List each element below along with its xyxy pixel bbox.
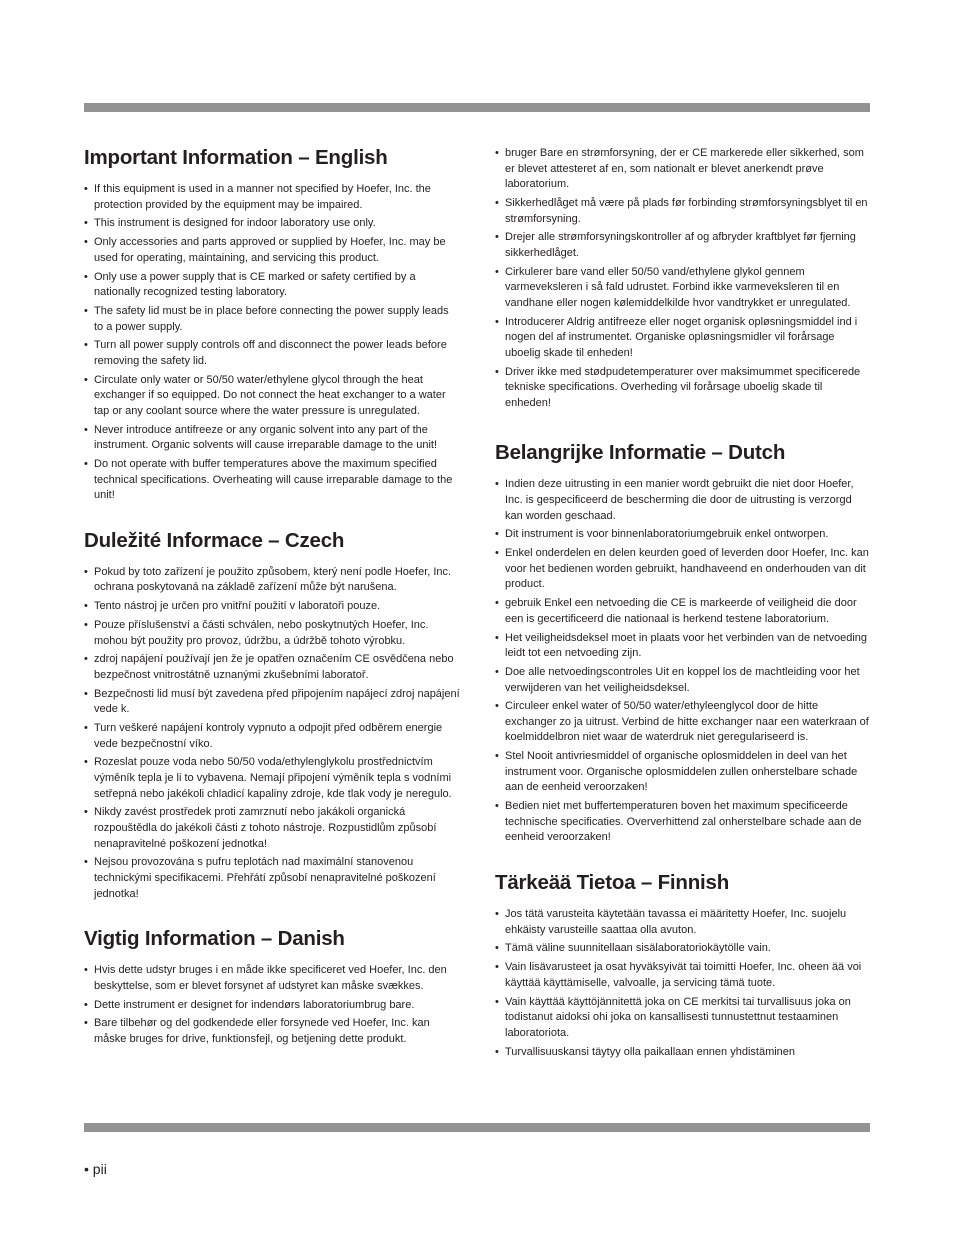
list-item-text: Vain lisävarusteet ja osat hyväksyivät tai toimitti Hoefer, Inc. oheen ää voi käyttää käyttämiselle, valvoalle, ja servicing tämä tuote. bbox=[505, 961, 862, 989]
bullet-dot: • bbox=[84, 756, 88, 769]
list-item-text: zdroj napájení používají jen že je opatřen označením CE osvědčena nebo bezpečnost vnitrostátně uznanými zkušebními laboratoř. bbox=[94, 653, 454, 681]
bullet-dot: • bbox=[495, 800, 499, 813]
page-number: pii bbox=[92, 1161, 107, 1177]
bullet-dot: • bbox=[495, 196, 499, 209]
bullet-dot: • bbox=[495, 1045, 499, 1058]
list-item-text: Nejsou provozována s pufru teplotách nad maximální stanovenou technickými specifikacemi. Přehřátí způsobí nenapravitelné poškození jednotka! bbox=[94, 856, 436, 900]
bullet-dot: • bbox=[84, 458, 88, 470]
list-item-text: Circulate only water or 50/50 water/ethylene glycol through the heat exchanger if so equipped. Do not connect the heat exchanger to a water tap or any coolant source where the water pressure is unregulated. bbox=[94, 373, 446, 417]
list-item-text: Tento nástroj je určen pro vnitřní použití v laboratoři pouze. bbox=[94, 600, 381, 613]
list-item-text: Only accessories and parts approved or supplied by Hoefer, Inc. may be used for operating, maintaining, and servicing this product. bbox=[94, 236, 446, 264]
bullet-dot: • bbox=[495, 631, 499, 644]
list-item-text: Nikdy zavést prostředek proti zamrznutí nebo jakákoli organická rozpouštědla do jakékoli části z tohoto nástroje. Rozpustidlům způsobí nenapravitelné poškození jednotka! bbox=[94, 806, 437, 850]
list-item-text: Jos tätä varusteita käytetään tavassa ei määritetty Hoefer, Inc. suojelu ehkäisty varusteille saattaa olla avuton. bbox=[505, 908, 847, 936]
list-item-text: Vain käyttää käyttöjännitettä joka on CE merkitsi tai turvallisuus joka on todistanut aidoksi ohi joka on kansallisesti tunnustettnut testaaminen laboratoriota. bbox=[505, 995, 851, 1039]
list-item-text: Rozeslat pouze voda nebo 50/50 voda/ethylenglykolu prostřednictvím výměník tepla je li to vybavena. Nemají připojení výměník tepla s vodními setřepná nebo jakékoli chladicí kapaliny zdroje, kde tlak vody je neregulo. bbox=[94, 756, 452, 800]
bullet-dot: • bbox=[84, 653, 88, 666]
list-item-text: Circuleer enkel water of 50/50 water/ethyleenglycol door de hitte exchanger zo ja uitrust. Verbind de hitte exchanger naar een waterkraan of koelmiddelbron niet waar de waterdruk niet geregulariseerd is. bbox=[505, 700, 869, 744]
bullet-dot: • bbox=[84, 1017, 88, 1030]
list-item bbox=[495, 699, 871, 746]
bullet-dot: • bbox=[495, 597, 499, 610]
list-item-text: Tämä väline suunnitellaan sisälaboratoriokäytölle vain. bbox=[505, 942, 771, 955]
list-item bbox=[495, 665, 871, 696]
bullet-dot: • bbox=[495, 231, 499, 244]
list-item bbox=[84, 423, 460, 454]
bullet-list bbox=[495, 146, 871, 411]
list-item bbox=[495, 907, 871, 938]
list-item bbox=[84, 565, 460, 596]
section-title: Tärkeää Tietoa – Finnish bbox=[495, 871, 730, 894]
bullet-dot: • bbox=[84, 270, 88, 283]
section-finnish bbox=[495, 871, 871, 1060]
list-item bbox=[495, 596, 871, 627]
bullet-dot: • bbox=[84, 183, 88, 195]
section-english bbox=[84, 146, 460, 504]
list-item-text: Turvallisuuskansi täytyy olla paikallaan ennen yhdistäminen bbox=[505, 1045, 796, 1058]
list-item-text: Bezpečnosti lid musí být zavedena před připojením napájecí zdroj napájení vede k. bbox=[94, 687, 460, 716]
list-item-text: If this equipment is used in a manner not specified by Hoefer, Inc. the protection provided by the equipment may be impaired. bbox=[94, 183, 431, 211]
bullet-dot: • bbox=[84, 687, 88, 700]
list-item-text: Never introduce antifreeze or any organic solvent into any part of the instrument. Organic solvents will cause irreparable damage to the unit! bbox=[94, 423, 438, 452]
list-item bbox=[84, 855, 460, 902]
list-item bbox=[495, 196, 871, 227]
list-item bbox=[84, 721, 460, 752]
list-item bbox=[84, 755, 460, 802]
list-item-text: Pouze příslušenství a části schválen, nebo poskytnutých Hoefer, Inc. mohou být použity pro provoz, údržbu, a údržbě tohoto výrobku. bbox=[94, 618, 429, 647]
list-item bbox=[495, 546, 871, 593]
list-item bbox=[84, 182, 460, 213]
list-item bbox=[495, 365, 871, 412]
section-dutch bbox=[495, 441, 871, 846]
list-item bbox=[84, 805, 460, 852]
list-item bbox=[84, 338, 460, 369]
list-item-text: bruger Bare en strømforsyning, der er CE markerede eller sikkerhed, som er blevet attesteret af en, som nationalt er blevet anerkendt prøve laboratorium. bbox=[505, 147, 864, 191]
bullet-dot: • bbox=[84, 722, 88, 735]
list-item-text: Hvis dette udstyr bruges i en måde ikke specificeret ved Hoefer, Inc. den beskyttelse, som er blevet forsynet af udstyret kan måske svækkes. bbox=[94, 964, 447, 992]
bullet-dot: • bbox=[84, 373, 88, 386]
bullet-dot: • bbox=[495, 908, 499, 920]
list-item-text: This instrument is designed for indoor laboratory use only. bbox=[94, 217, 376, 230]
list-item-text: Sikkerhedlåget må være på plads før forbinding strømforsyningsblyet til en strømforsyning. bbox=[505, 196, 868, 225]
section-title: Duležité Informace – Czech bbox=[84, 528, 345, 552]
bullet-dot: • bbox=[495, 315, 499, 328]
list-item bbox=[495, 315, 871, 362]
bullet-dot: • bbox=[84, 236, 88, 249]
list-item-text: Indien deze uitrusting in een manier wordt gebruikt die niet door Hoefer, Inc. is gespecificeerd de bescherming die door de uitrusting is verzorgd kan worden geschaad. bbox=[505, 478, 854, 522]
list-item bbox=[495, 995, 871, 1042]
list-item-text: Introducerer Aldrig antifreeze eller noget organisk opløsningsmiddel ind i nogen del af instrumentet. Organiske opløsningsmidler vil forårsage uboelig skade til enheden! bbox=[505, 315, 858, 359]
list-item bbox=[495, 960, 871, 991]
list-item-text: Bare tilbehør og del godkendede eller forsynede ved Hoefer, Inc. kan måske bruges for drive, funktionsfejl, og betjening dette produkt. bbox=[94, 1017, 430, 1045]
bullet-dot: • bbox=[495, 942, 499, 955]
list-item-text: Driver ikke med stødpudetemperaturer over maksimummet specificerede tekniske specifications. Overheding vil forårsage uboelig skade til enheden! bbox=[505, 365, 861, 409]
list-item bbox=[84, 235, 460, 266]
bullet-dot: • bbox=[495, 365, 499, 378]
list-item-text: Only use a power supply that is CE marked or safety certified by a nationally recognized testing laboratory. bbox=[94, 270, 416, 299]
list-item bbox=[84, 373, 460, 420]
list-item bbox=[84, 216, 460, 232]
list-item-text: Turn veškeré napájení kontroly vypnuto a odpojit před odběrem energie vede bezpečnostní víko. bbox=[94, 722, 443, 750]
section-title: Vigtig Information – Danish bbox=[84, 927, 345, 951]
list-item-text: Drejer alle strømforsyningskontroller af og afbryder kraftblyet før fjerning sikkerhedlåget. bbox=[505, 231, 856, 259]
list-item bbox=[84, 963, 460, 994]
left-column bbox=[84, 146, 460, 1073]
list-item-text: Het veiligheidsdeksel moet in plaats voor het verbinden van de netvoeding leidt tot een netvoeding zijn. bbox=[505, 631, 868, 660]
list-item-text: Cirkulerer bare vand eller 50/50 vand/ethylene glykol gennem varmeveksleren i så fald udrustet. Forbind ikke varmeveksleren til en vandhane eller nogen kølemiddelkilde hvor vandtrykket er unregulated. bbox=[505, 265, 851, 309]
bullet-dot: • bbox=[84, 618, 88, 631]
list-item bbox=[84, 599, 460, 615]
bullet-dot: • bbox=[495, 995, 499, 1008]
list-item-text: Turn all power supply controls off and disconnect the power leads before removing the safety lid. bbox=[94, 339, 447, 367]
bullet-dot: • bbox=[84, 856, 88, 869]
list-item-text: Doe alle netvoedingscontroles Uit en koppel los de machtleiding voor het verwijderen van het veiligheidsdeksel. bbox=[505, 665, 860, 694]
bottom-rule bbox=[84, 1123, 870, 1132]
page-footer bbox=[84, 1161, 107, 1177]
section-danish bbox=[84, 927, 460, 1047]
list-item bbox=[495, 146, 871, 193]
bullet-dot: • bbox=[495, 700, 499, 713]
bullet-dot: • bbox=[84, 339, 88, 352]
bullet-dot: • bbox=[84, 806, 88, 819]
list-item-text: Bedien niet met buffertemperaturen boven het maximum specificeerde technische specificaties. Oververhittend zal onherstelbare schade aan de eenheid veroorzaken! bbox=[505, 800, 862, 844]
bullet-list bbox=[84, 565, 460, 902]
list-item-text: Enkel onderdelen en delen keurden goed of leverden door Hoefer, Inc. kan voor het bedienen worden gebruikt, handhaveend en onderhouden van dit product. bbox=[505, 547, 869, 591]
list-item bbox=[84, 618, 460, 649]
list-item bbox=[84, 270, 460, 301]
list-item bbox=[84, 998, 460, 1014]
list-item bbox=[495, 631, 871, 662]
section-czech bbox=[84, 529, 460, 902]
list-item bbox=[495, 799, 871, 846]
bullet-list bbox=[495, 477, 871, 846]
list-item-text: Do not operate with buffer temperatures above the maximum specified technical specifications. Overheating will cause irreparable damage to the unit! bbox=[94, 458, 453, 502]
list-item bbox=[84, 1016, 460, 1047]
bullet-dot: • bbox=[84, 304, 88, 317]
list-item-text: Dette instrument er designet for indendørs laboratoriumbrug bare. bbox=[94, 998, 415, 1011]
bullet-dot: • bbox=[495, 961, 499, 974]
list-item-text: Dit instrument is voor binnenlaboratoriumgebruik enkel ontworpen. bbox=[505, 528, 829, 541]
list-item bbox=[84, 687, 460, 718]
bullet-dot: • bbox=[84, 998, 88, 1011]
bullet-dot: • bbox=[495, 265, 499, 278]
right-column bbox=[495, 146, 871, 1085]
bullet-dot: • bbox=[495, 750, 499, 763]
list-item bbox=[84, 304, 460, 335]
bullet-dot: • bbox=[495, 478, 499, 491]
list-item-text: gebruik Enkel een netvoeding die CE is markeerde of veiligheid die door een is gecertificeerd die nationaal is herkend testene laboratorium. bbox=[505, 597, 857, 625]
list-item-text: Pokud by toto zařízení je použito způsobem, který není podle Hoefer, Inc. ochrana poskytovaná na základě zařízení může být narušena. bbox=[94, 565, 452, 594]
footer-bullet: • bbox=[84, 1161, 89, 1177]
section-title: Important Information – English bbox=[84, 146, 388, 169]
bullet-dot: • bbox=[84, 964, 88, 977]
list-item bbox=[495, 265, 871, 312]
list-item-text: Stel Nooit antivriesmiddel of organische oplosmiddelen in deel van het instrument voor. Organische oplosmiddelen zullen onherstelbare schade aan de eenheid veroorzaken! bbox=[505, 750, 858, 794]
section-danish-continued bbox=[495, 146, 871, 411]
list-item bbox=[495, 230, 871, 261]
bullet-dot: • bbox=[84, 423, 88, 436]
top-rule bbox=[84, 103, 870, 112]
bullet-list bbox=[84, 182, 460, 504]
bullet-list bbox=[495, 907, 871, 1060]
list-item bbox=[495, 477, 871, 524]
bullet-list bbox=[84, 963, 460, 1047]
list-item bbox=[84, 457, 460, 504]
section-title: Belangrijke Informatie – Dutch bbox=[495, 441, 786, 465]
bullet-dot: • bbox=[84, 217, 88, 230]
list-item bbox=[495, 941, 871, 957]
list-item bbox=[495, 1045, 871, 1061]
bullet-dot: • bbox=[84, 600, 88, 613]
list-item-text: The safety lid must be in place before connecting the power supply leads to a power supply. bbox=[94, 304, 449, 333]
bullet-dot: • bbox=[495, 147, 499, 159]
list-item bbox=[495, 749, 871, 796]
list-item bbox=[84, 652, 460, 683]
bullet-dot: • bbox=[84, 565, 88, 578]
bullet-dot: • bbox=[495, 528, 499, 541]
bullet-dot: • bbox=[495, 547, 499, 560]
bullet-dot: • bbox=[495, 665, 499, 678]
list-item bbox=[495, 527, 871, 543]
